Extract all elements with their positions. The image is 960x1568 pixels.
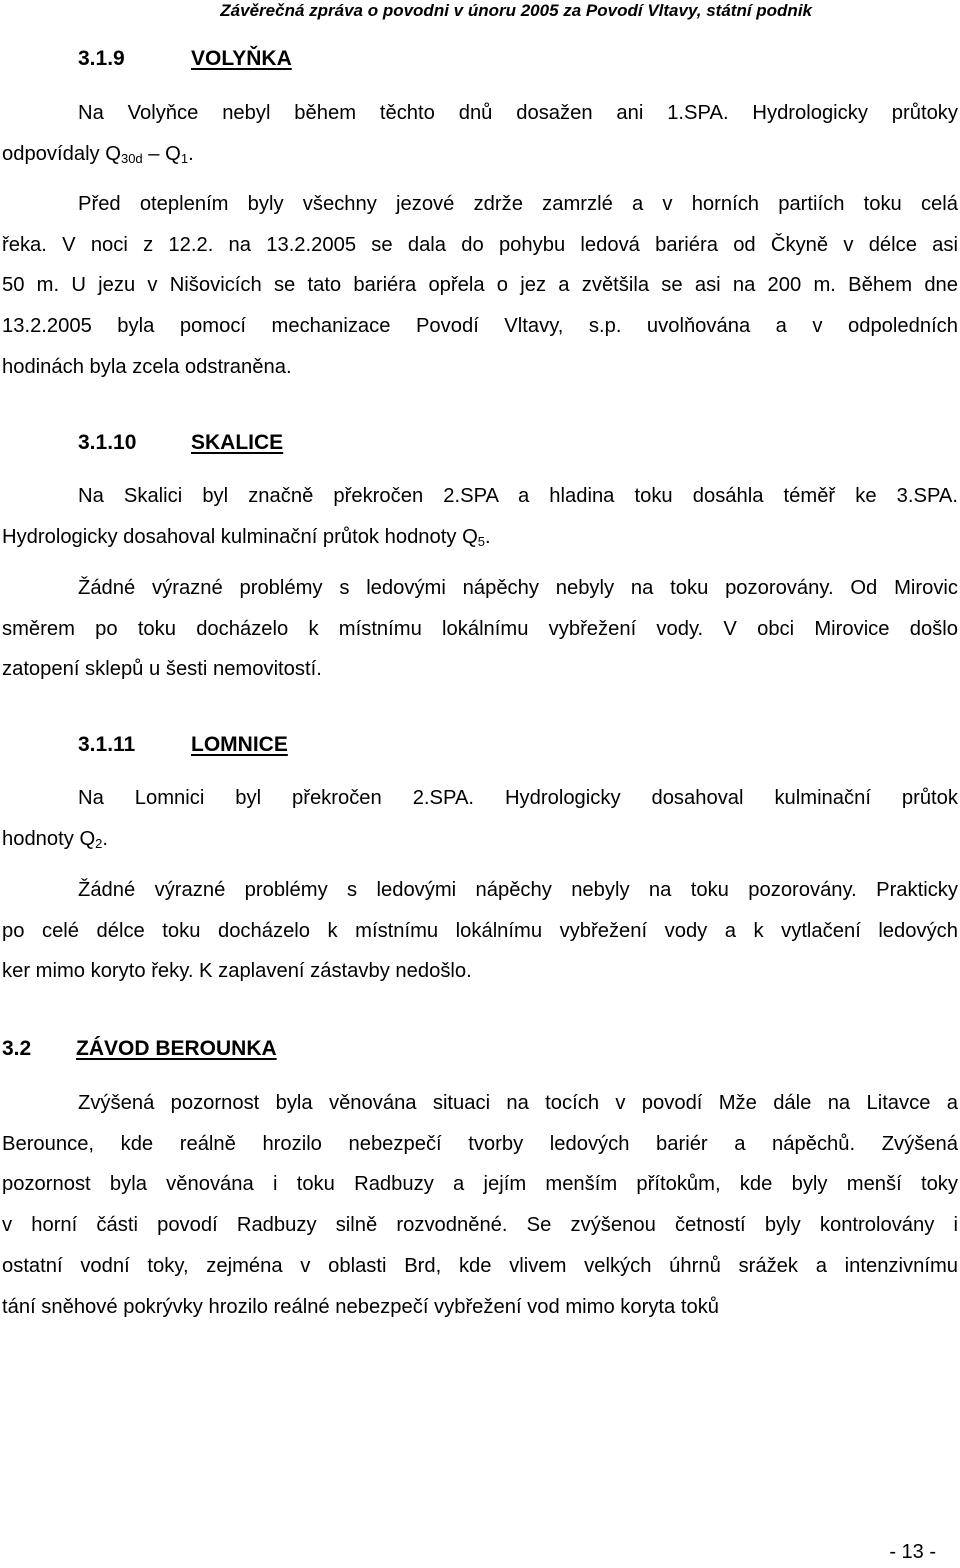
text-line: tání sněhové pokrývky hrozilo reálné nebezpečí vybřežení vod mimo koryta toků xyxy=(2,1295,720,1318)
section-title: SKALICE xyxy=(191,431,284,454)
section-number: 3.2 xyxy=(2,1037,32,1060)
subscript: 1 xyxy=(180,150,189,166)
text-line: ostatní vodní toky, zejména v oblasti Brd, kde vlivem velkých úhrnů srážek a intenzivnímu xyxy=(2,1254,958,1277)
subscript: 5 xyxy=(477,533,486,549)
text-line: zatopení sklepů u šesti nemovitostí. xyxy=(2,658,322,681)
subscript: 30d xyxy=(120,150,143,166)
text-line: po celé délce toku docházelo k místnímu lokálnímu vybřežení vody a k vytlačení ledových xyxy=(2,919,958,942)
text-line: Zvýšená pozornost byla věnována situaci na tocích v povodí Mže dále na Litavce a xyxy=(78,1092,958,1114)
section-number: 3.1.10 xyxy=(78,431,137,454)
text-line: 50 m. U jezu v Nišovicích se tato bariéra opřela o jez a zvětšila se asi na 200 m. Během dne xyxy=(2,274,958,297)
text-line xyxy=(2,517,958,558)
text-line: hodinách byla zcela odstraněna. xyxy=(2,355,292,378)
text-run: hodnoty Q xyxy=(2,827,96,850)
text-line xyxy=(2,819,958,860)
text-run: . xyxy=(485,525,491,548)
text-line: Na Lomnici byl překročen 2.SPA. Hydrologicky dosahoval kulminační průtok xyxy=(78,787,958,809)
text-line xyxy=(2,134,958,175)
text-run: – Q xyxy=(142,142,181,165)
paragraph-lomnice-2 xyxy=(2,870,958,992)
paragraph-berounka-1 xyxy=(2,1083,958,1327)
text-line: Berounce, kde reálně hrozilo nebezpečí tvorby ledových bariér a nápěchů. Zvýšená xyxy=(2,1132,958,1155)
text-line: směrem po toku docházelo k místnímu lokálnímu vybřežení vody. V obci Mirovice došlo xyxy=(2,617,958,640)
section-number: 3.1.11 xyxy=(78,733,136,756)
text-run: odpovídaly Q xyxy=(2,142,121,165)
section-title: VOLYŇKA xyxy=(191,47,292,70)
text-line: Žádné výrazné problémy s ledovými nápěchy nebyly na toku pozorovány. Od Mirovic xyxy=(78,577,958,599)
running-header: Závěrečná zpráva o povodni v únoru 2005 za Povodí Vltavy, státní podnik xyxy=(220,1,812,20)
text-line: pozornost byla věnována i toku Radbuzy a jejím menším přítokům, kde byly menší toky xyxy=(2,1173,958,1196)
subscript: 2 xyxy=(95,835,103,851)
text-line: ker mimo koryto řeky. K zaplavení zástavby nedošlo. xyxy=(2,960,472,983)
paragraph-lomnice-1 xyxy=(2,778,958,859)
text-line: v horní části povodí Radbuzy silně rozvodněné. Se zvýšenou četností byly kontrolovány i xyxy=(2,1214,958,1237)
text-run: . xyxy=(102,827,108,850)
text-line: 13.2.2005 byla pomocí mechanizace Povodí Vltavy, s.p. uvolňována a v odpoledních xyxy=(2,315,958,338)
paragraph-volynka-2 xyxy=(2,184,958,388)
paragraph-volynka-1 xyxy=(2,93,958,174)
section-title: LOMNICE xyxy=(191,733,288,756)
section-title: ZÁVOD BEROUNKA xyxy=(76,1037,277,1060)
paragraph-skalice-1 xyxy=(2,476,958,557)
text-run: Hydrologicky dosahoval kulminační průtok hodnoty Q xyxy=(2,525,478,548)
text-run: . xyxy=(188,142,194,165)
text-line: Na Skalici byl značně překročen 2.SPA a hladina toku dosáhla téměř ke 3.SPA. xyxy=(78,485,958,507)
section-heading-zavod-berounka xyxy=(2,1036,277,1062)
text-line: Na Volyňce nebyl během těchto dnů dosažen ani 1.SPA. Hydrologicky průtoky xyxy=(78,102,958,124)
text-line: řeka. V noci z 12.2. na 13.2.2005 se dala do pohybu ledová bariéra od Čkyně v délce asi xyxy=(2,233,958,256)
section-number: 3.1.9 xyxy=(78,47,125,70)
text-line: Před oteplením byly všechny jezové zdrže zamrzlé a v horních partiích toku celá xyxy=(78,193,958,215)
section-heading-lomnice xyxy=(78,732,288,758)
text-line: Žádné výrazné problémy s ledovými nápěchy nebyly na toku pozorovány. Prakticky xyxy=(78,879,958,901)
page-number: - 13 - xyxy=(889,1541,936,1563)
section-heading-skalice xyxy=(78,430,284,456)
section-heading-volynka xyxy=(78,46,292,72)
paragraph-skalice-2 xyxy=(2,568,958,690)
